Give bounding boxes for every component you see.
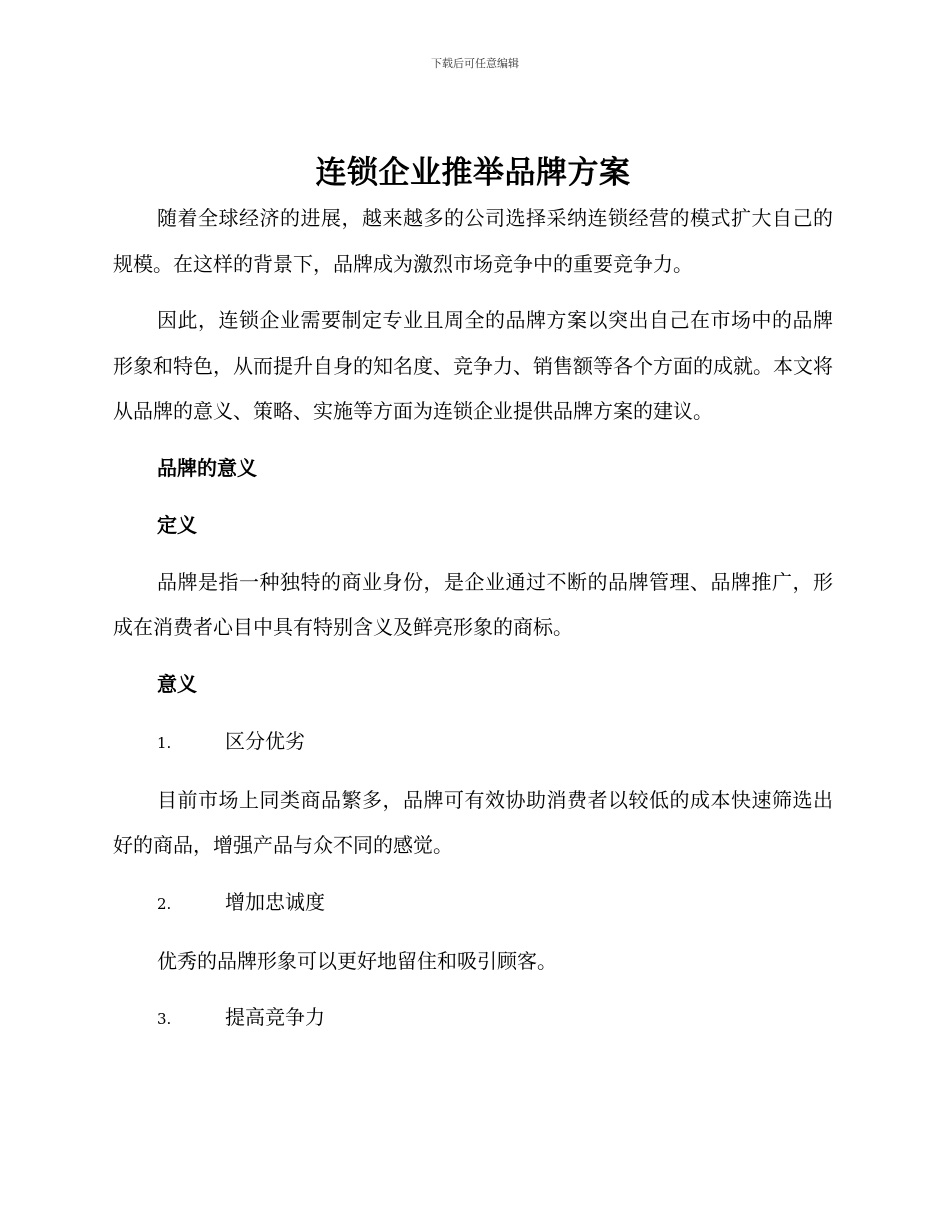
document-body (113, 150, 833, 1054)
header-note: 下载后可任意编辑 (431, 57, 519, 70)
list-item-1 (113, 719, 833, 766)
subheading-definition: 定义 (157, 512, 197, 537)
list-item-title: 区分优劣 (225, 728, 305, 753)
list-item-3 (113, 995, 833, 1042)
intro-paragraph-1: 随着全球经济的进展，越来越多的公司选择采纳连锁经营的模式扩大自己的规模。在这样的背景下，品牌成为激烈市场竞争中的重要竞争力。 (113, 206, 833, 276)
list-item-2-paragraph: 优秀的品牌形象可以更好地留住和吸引顾客。 (157, 948, 557, 973)
list-item-title: 提高竞争力 (225, 1005, 325, 1029)
list-item-number: 1. (157, 733, 172, 752)
subheading-meaning: 意义 (157, 671, 197, 696)
list-item-number: 3. (157, 1010, 172, 1028)
document-title: 连锁企业推举品牌方案 (315, 155, 631, 191)
list-item-2 (113, 880, 833, 927)
section-heading-brand-meaning: 品牌的意义 (157, 455, 257, 480)
list-item-1-paragraph: 目前市场上同类商品繁多，品牌可有效协助消费者以较低的成本快速筛选出好的商品，增强产品与众不同的感觉。 (113, 787, 833, 857)
intro-paragraph-2: 因此，连锁企业需要制定专业且周全的品牌方案以突出自己在市场中的品牌形象和特色，从而提升自身的知名度、竞争力、销售额等各个方面的成就。本文将从品牌的意义、策略、实施等方面为连锁企业提供品牌方案的建议。 (113, 308, 833, 423)
list-item-title: 增加忠诚度 (225, 889, 325, 914)
definition-paragraph: 品牌是指一种独特的商业身份，是企业通过不断的品牌管理、品牌推广，形成在消费者心目中具有特别含义及鲜亮形象的商标。 (113, 569, 833, 639)
list-item-number: 2. (157, 894, 172, 913)
